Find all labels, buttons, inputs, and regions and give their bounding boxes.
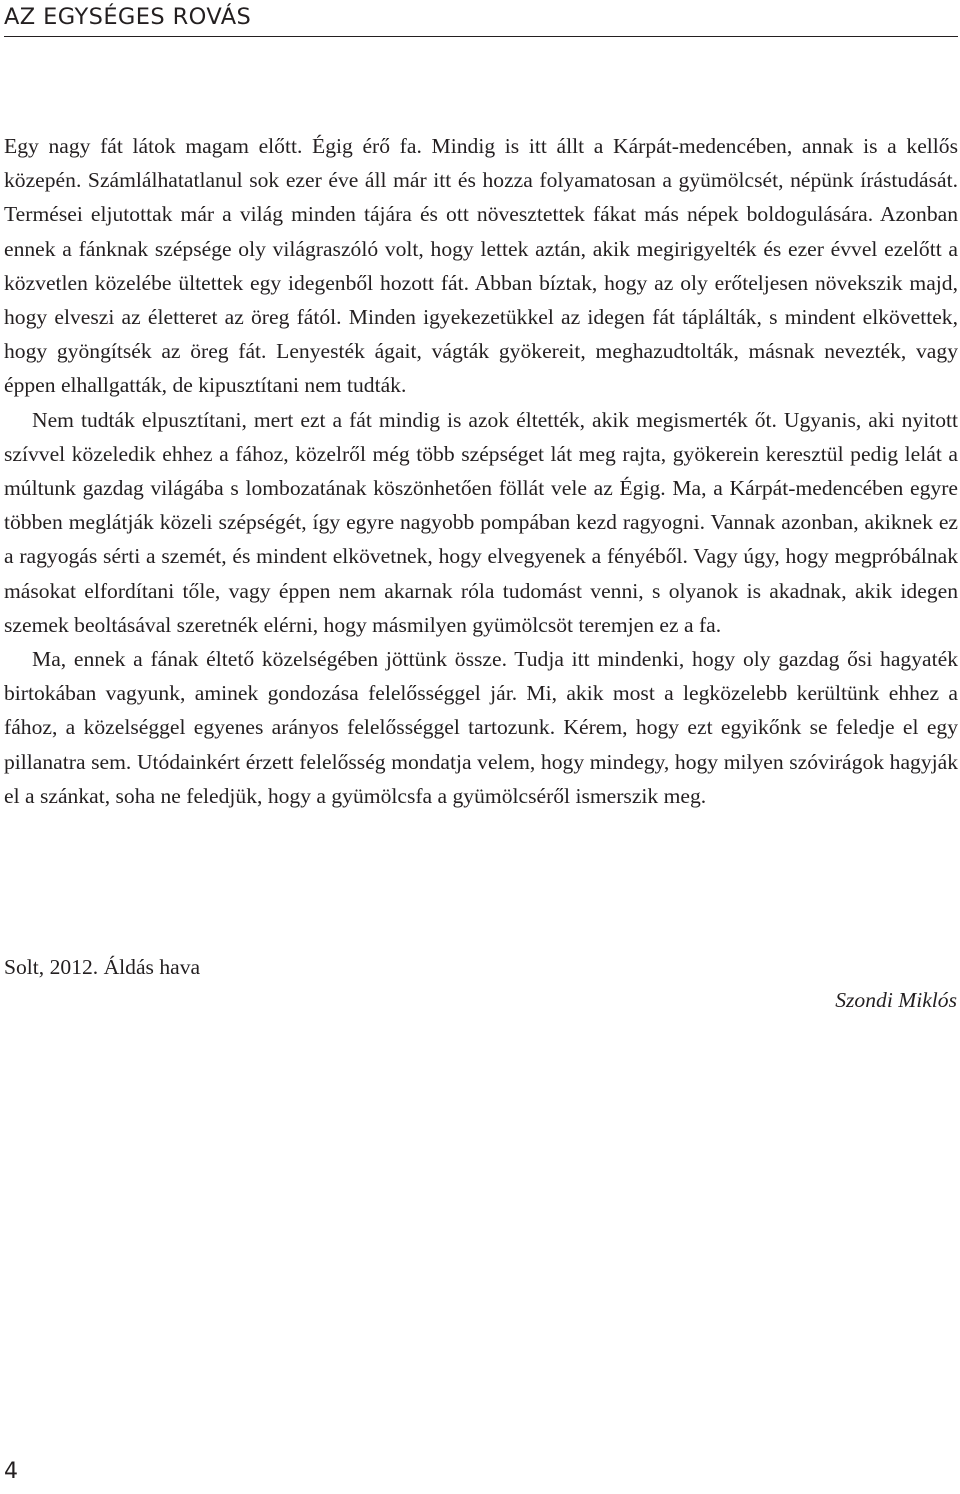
paragraph-2: Nem tudták elpusztítani, mert ezt a fát mindig is azok éltették, akik megismerték őt. Ugyanis, aki nyitott szívvel közeledik ehhez a fához, közelről még több szépséget lát meg rajta, gyökerein keresztül pedig lelát a múltunk gazdag világába s lombozatának köszönhetően föllát vele az Égig. Ma, a Kárpát-medencében egyre többen meglátják közeli szépségét, így egyre nagyobb pompában kezd ragyogni. Vannak azonban, akiknek ez a ragyogás sérti a szemét, és mindent elkövetnek, hogy elvegyenek a fényéből. Vagy úgy, hogy megpróbálnak másokat elfordítani tőle, vagy éppen nem akarnak róla tudomást venni, s olyanok is akadnak, akik idegen szemek beoltásával szeretnék elérni, hogy másmilyen gyümölcsöt teremjen ez a fa.	[4, 407, 958, 637]
article-body	[4, 129, 958, 813]
place-and-date: Solt, 2012. Áldás hava	[4, 955, 201, 979]
author-signature: Szondi Miklós	[835, 988, 957, 1012]
paragraph-3: Ma, ennek a fának éltető közelségében jöttünk össze. Tudja itt mindenki, hogy oly gazdag ősi hagyaték birtokában vagyunk, aminek gondozása felelősséggel jár. Mi, akik most a legközelebb kerültünk ehhez a fához, a közelséggel egyenes arányos felelősséggel tartozunk. Kérem, hogy ezt egyikőnk se feledje el egy pillanatra sem. Utódainkért érzett felelősség mondatja velem, hogy mindegy, hogy milyen szóvirágok hagyják el a szánkat, soha ne feledjük, hogy a gyümölcsfa a gyümölcséről ismerszik meg.	[4, 647, 958, 808]
page-header	[4, 0, 958, 37]
running-title: AZ EGYSÉGES ROVÁS	[4, 4, 252, 30]
paragraph-1: Egy nagy fát látok magam előtt. Égig érő fa. Mindig is itt állt a Kárpát-medencében, annak is a kellős közepén. Számlálhatatlanul sok ezer éve áll már itt és hozza folyamatosan a gyümölcsét, népünk írástudását. Termései eljutottak már a világ minden tájára és ott növesztettek fákat más népek boldogulására. Azonban ennek a fánknak szépsége oly világraszóló volt, hogy lettek aztán, akik megirigyelték és ezer évvel ezelőtt a közvetlen közelébe ültettek egy idegenből hozott fát. Abban bíztak, hogy az oly erőteljesen növekszik majd, hogy elveszi az életteret az öreg fától. Minden igyekezetükkel az idegen fát táplálták, s mindent elkövettek, hogy gyöngítsék az öreg fát. Lenyesték ágait, vágták gyökereit, meghazudtolták, másnak nevezték, vagy éppen elhallgatták, de kipusztítani nem tudták.	[4, 134, 958, 398]
page-number: 4	[4, 1459, 18, 1484]
